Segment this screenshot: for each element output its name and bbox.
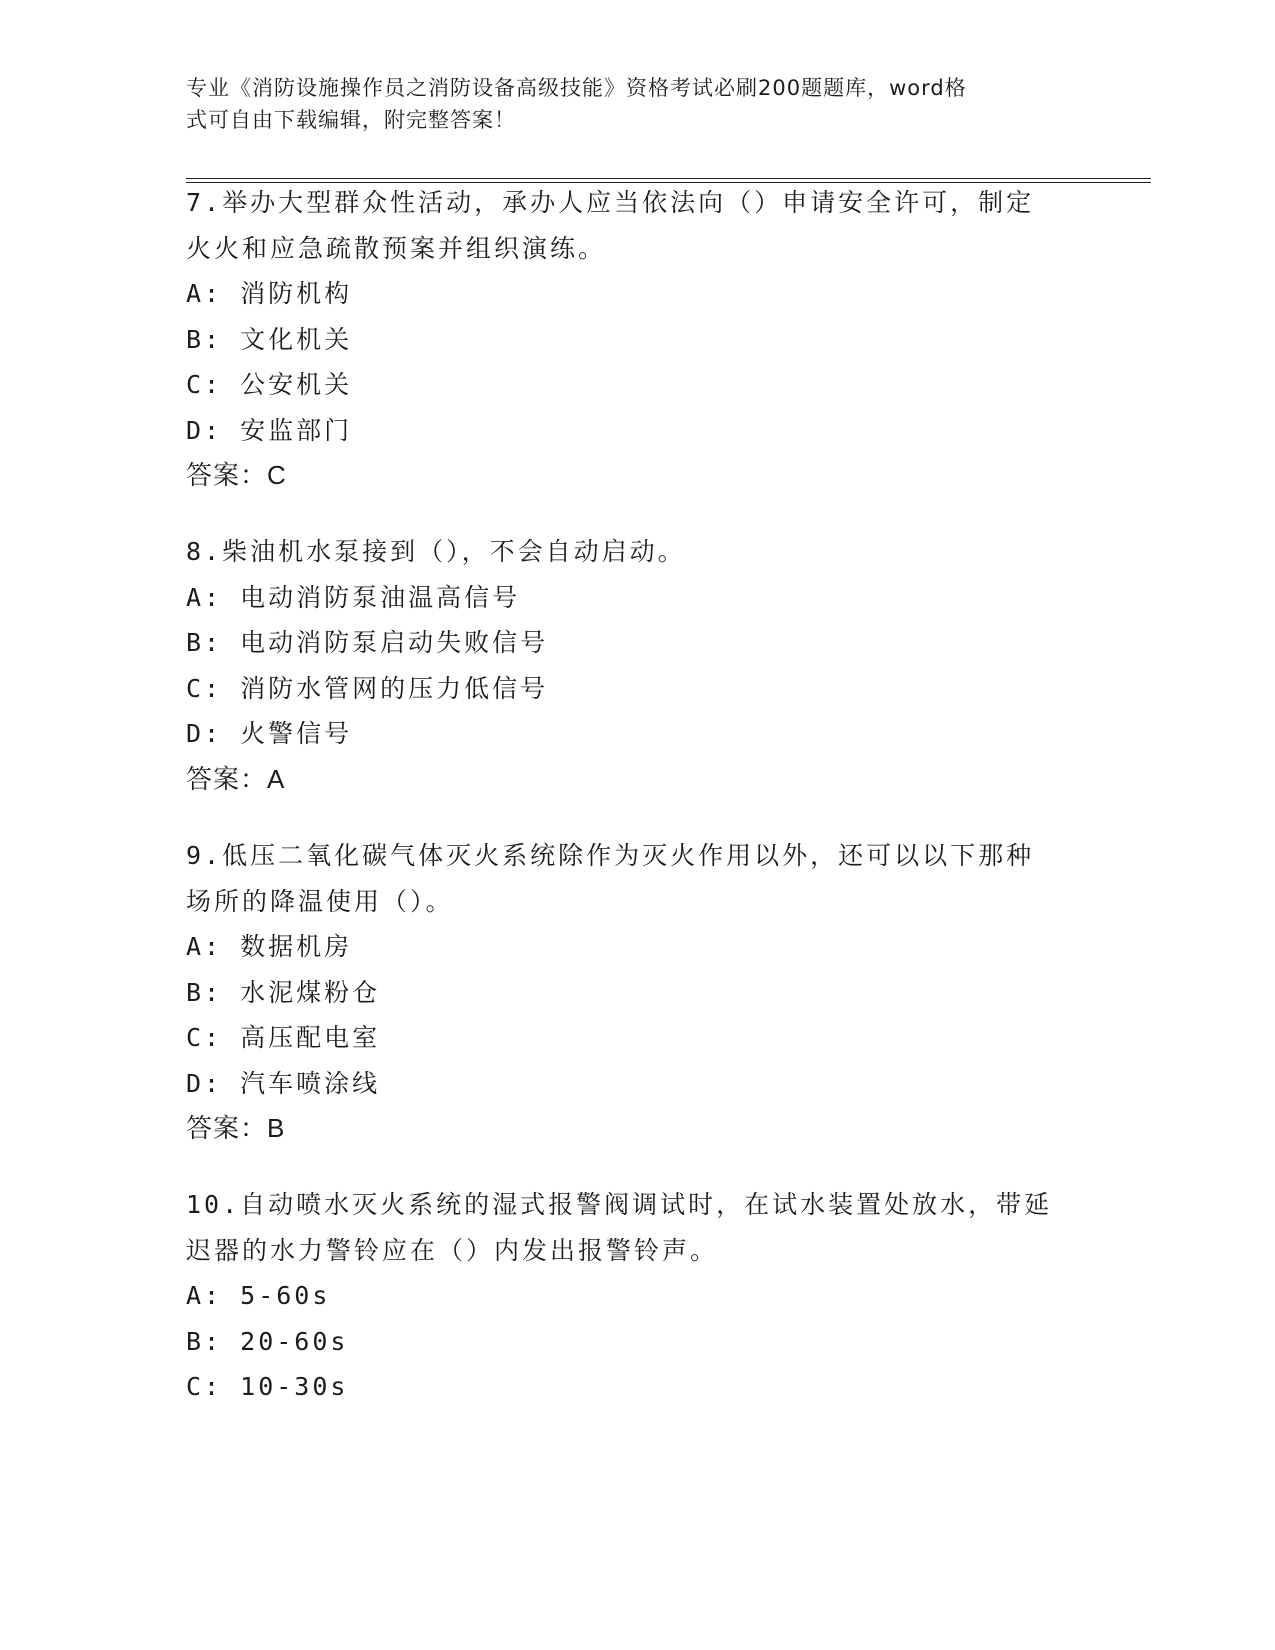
option-c: C: 消防水管网的压力低信号 bbox=[186, 673, 549, 703]
option-d: D: 汽车喷涂线 bbox=[186, 1068, 381, 1098]
option-c: C: 公安机关 bbox=[186, 370, 353, 399]
question-stem-line: 火火和应急疏散预案并组织演练。 bbox=[186, 233, 607, 263]
answer-line bbox=[186, 757, 1076, 804]
question-stem-line: 9.低压二氧化碳气体灭火系统除作为灭火作用以外，还可以以下那种 bbox=[186, 841, 1035, 870]
question-stem-line: 场所的降温使用（）。 bbox=[186, 886, 454, 916]
option-c: C: 10-30s bbox=[186, 1372, 349, 1401]
answer-line bbox=[186, 453, 1076, 500]
option-b: B: 20-60s bbox=[186, 1326, 349, 1356]
answer-line bbox=[186, 1106, 1076, 1153]
answer-value: A bbox=[267, 763, 286, 794]
option-d: D: 火警信号 bbox=[186, 719, 353, 748]
answer-label: 答案： bbox=[186, 764, 268, 795]
answer-value: B bbox=[267, 1113, 286, 1143]
option-a: A: 5-60s bbox=[186, 1281, 331, 1310]
question-stem-line: 10.自动喷水灭火系统的湿式报警阀调试时，在试水装置处放水，带延 bbox=[186, 1190, 1053, 1219]
answer-value: C bbox=[267, 460, 287, 490]
option-a: A: 数据机房 bbox=[186, 932, 353, 961]
header-line-2: 式可自由下载编辑，附完整答案！ bbox=[186, 108, 516, 132]
option-b: B: 水泥煤粉仓 bbox=[186, 977, 381, 1007]
question-9 bbox=[186, 833, 1076, 1153]
option-c: C: 高压配电室 bbox=[186, 1023, 381, 1052]
question-stem-line: 7.举办大型群众性活动，承办人应当依法向（）申请安全许可，制定 bbox=[186, 188, 1035, 217]
option-b: B: 电动消防泵启动失败信号 bbox=[186, 628, 549, 657]
question-10 bbox=[186, 1182, 1076, 1410]
header-divider-top bbox=[186, 178, 1151, 179]
header-line-1: 专业《消防设施操作员之消防设备高级技能》资格考试必刷200题题库，word格 bbox=[186, 76, 967, 100]
answer-label: 答案： bbox=[186, 1114, 268, 1144]
question-7 bbox=[186, 180, 1076, 500]
question-stem-line: 8.柴油机水泵接到（），不会自动启动。 bbox=[186, 537, 686, 566]
option-a: A: 电动消防泵油温高信号 bbox=[186, 582, 521, 612]
option-d: D: 安监部门 bbox=[186, 415, 353, 445]
answer-label: 答案： bbox=[186, 461, 268, 491]
option-b: B: 文化机关 bbox=[186, 324, 353, 354]
question-stem-line: 迟器的水力警铃应在（）内发出报警铃声。 bbox=[186, 1235, 719, 1265]
option-a: A: 消防机构 bbox=[186, 279, 353, 308]
question-8 bbox=[186, 529, 1076, 803]
document-header bbox=[186, 72, 1066, 136]
